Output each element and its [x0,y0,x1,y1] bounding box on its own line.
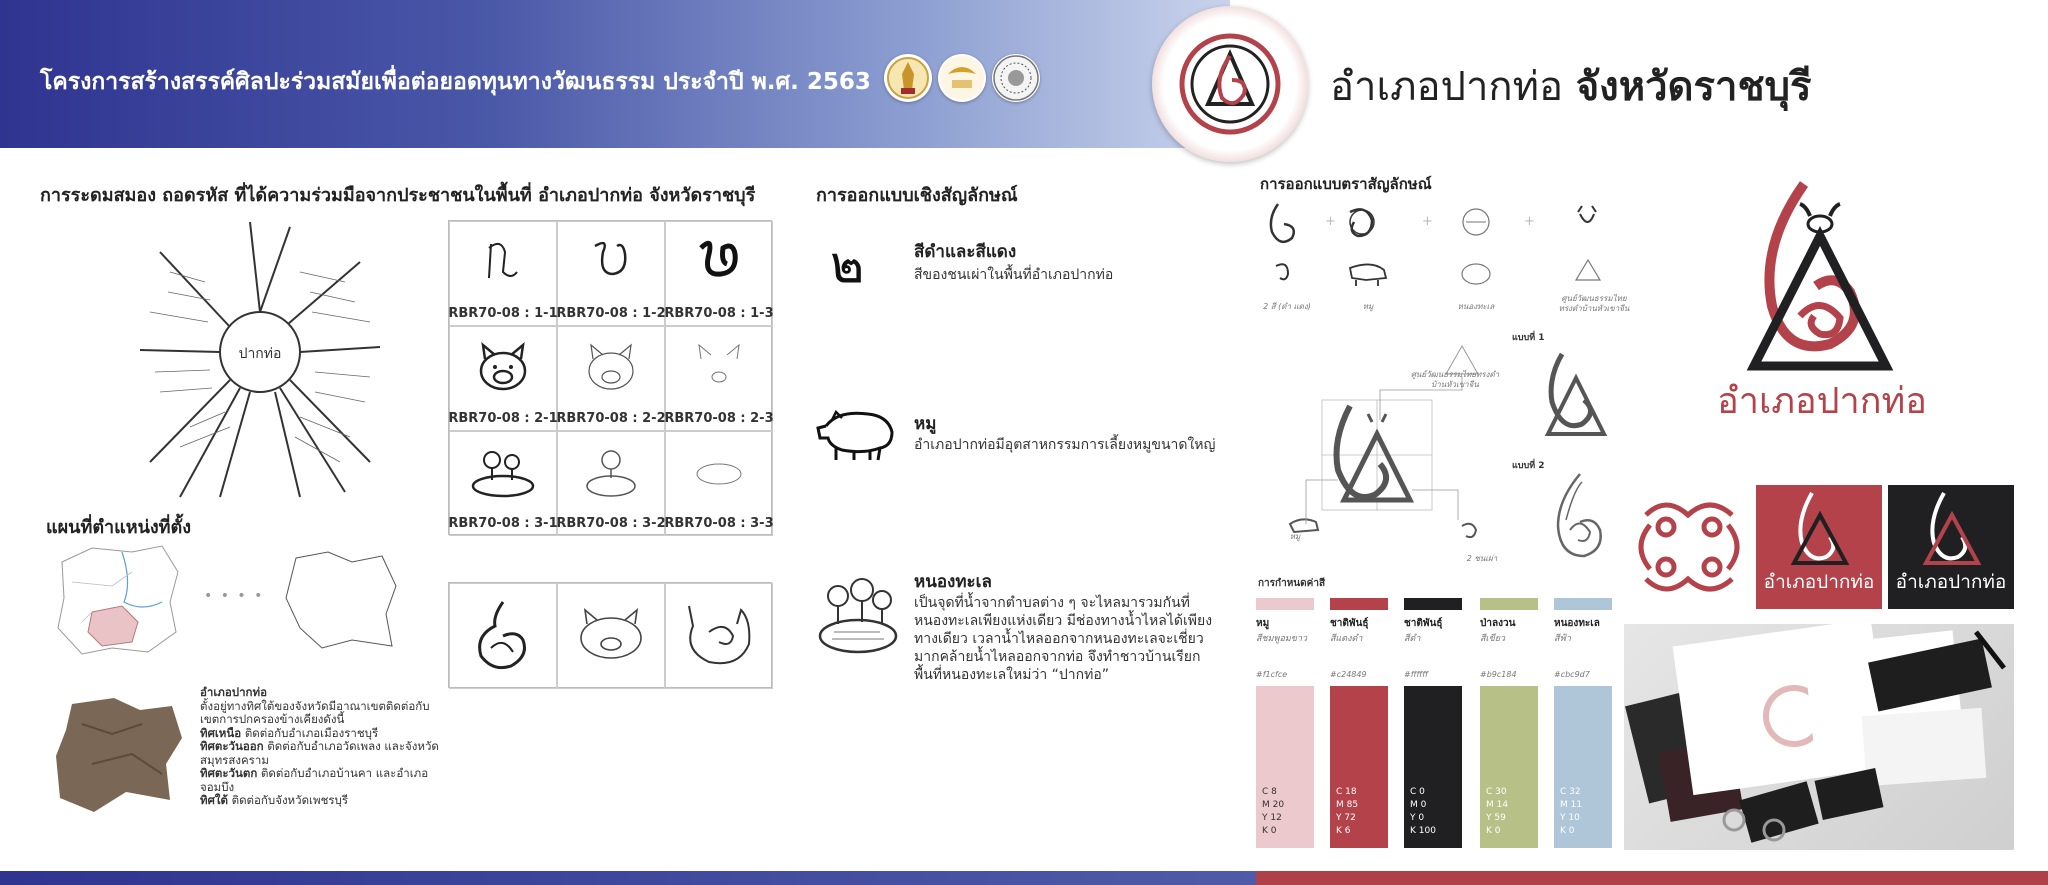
mind-map-sketch [130,212,390,502]
sketch-grid [448,220,772,535]
sketch-cell: RBR70-08 : 3-2 [557,431,665,536]
colors-heading: การกำหนดค่าสี [1258,578,1326,589]
map-heading: แผนที่ตำแหน่งที่ตั้ง [46,517,192,538]
royal-emblem-icon [884,54,932,102]
logo-panel-red: อำเภอปากท่อ [1756,485,1882,609]
final-logo [1700,176,1940,376]
concept-desc-colors: สีของชนเผ่าในพื้นที่อำเภอปากท่อ [914,267,1114,283]
pattern-panel [1626,485,1752,609]
logo-construction-diagram [1262,330,1532,570]
element-caption: หมู [1362,302,1374,311]
plus-icon: + [1524,214,1535,229]
construction-caption-num: 2 ชนเผ่า [1466,554,1498,563]
concept-title-pig: หมู [914,414,937,434]
sketch-cell [557,583,665,689]
logo-panel-black: อำเภอปากท่อ [1888,485,2014,609]
color-swatch-pink: หมู สีชมพูอมขาว #f1cfce C 8 M 20 Y 12 K 0 [1256,598,1316,645]
logo-design-heading: การออกแบบตราสัญลักษณ์ [1260,175,1432,193]
construction-caption-top: ศูนย์วัฒนธรรมไทยทรงดำบ้านหัวเขาจีน [1410,370,1500,389]
logo-version-1 [1534,348,1614,444]
sketch-cell: RBR70-08 : 1-1 [449,221,557,326]
culture-logo-icon [938,54,986,102]
sketch-cell [449,583,557,689]
concept-title-colors: สีดำและสีแดง [914,242,1017,262]
plus-icon: + [1422,214,1433,229]
district-outline-map [282,548,400,654]
color-swatch-red: ชาติพันธุ์ สีแดงดำ #c24849 C 18 M 85 Y 72 K 6 [1330,598,1390,645]
location-description: อำเภอปากท่อ ตั้งอยู่ทางทิศใต้ของจังหวัดมีอาณาเขตติดต่อกับเขตการปกครองข้างเคียงดังนี้ ทิศเหนือ ติดต่อกับอำเภอเมืองราชบุรี ทิศตะวันออก ติดต่อกับอำเภอวัดเพลง และจังหวัดสมุทรสงคราม ทิศตะวันตก ติดต่อกับอำเภอบ้านคา และอำเภอจอมบึง ทิศใต้ ติดต่อกับจังหวัดเพชรบุรี [200,685,439,807]
element-caption: ศูนย์วัฒนธรรมไทยทรงดำบ้านหัวเขาจีน [1558,294,1630,313]
final-logo-text: อำเภอปากท่อ [1717,381,1927,422]
sketch-cell: RBR70-08 : 2-2 [557,326,665,431]
sketch-cell: RBR70-08 : 1-2 [557,221,665,326]
ministry-seal-icon [992,54,1040,102]
bottom-bar-navy [0,871,1256,885]
concept-heading: การออกแบบเชิงสัญลักษณ์ [816,185,1018,206]
thai-numeral-two-icon: ๒ [830,235,865,295]
bottom-bar-red [1256,871,2048,885]
version-1-label: แบบที่ 1 [1512,333,1545,343]
stationery-mockup-image [1624,624,2014,850]
sketch-cell: RBR70-08 : 3-3 [665,431,773,536]
logo-sketch-row [448,582,772,688]
sketch-cell: RBR70-08 : 2-1 [449,326,557,431]
swamp-icon [814,576,904,656]
concept-title-swamp: หนองทะเล [914,572,992,592]
district-logo-badge [1152,6,1308,162]
project-title: โครงการสร้างสรรค์ศิลปะร่วมสมัยเพื่อต่อยอดทุนทางวัฒนธรรม ประจำปี พ.ศ. 2563 [40,69,871,95]
element-caption: 2 สี (ดำ แดง) [1263,302,1311,311]
sketch-cell [665,583,773,689]
brainstorm-heading: การระดมสมอง ถอดรหัส ที่ได้ความร่วมมือจากประชาชนในพื้นที่ อำเภอปากท่อ จังหวัดราชบุรี [40,185,756,206]
mind-map-center-word: ปากท่อ [238,346,282,362]
version-2-label: แบบที่ 2 [1512,461,1545,471]
element-caption: หนองทะเล [1457,302,1495,311]
concept-desc-pig: อำเภอปากท่อมีอุตสาหกรรมการเลี้ยงหมูขนาดใหญ่ [914,437,1216,453]
sketch-cell: RBR70-08 : 1-3 [665,221,773,326]
district-terrain-map [52,694,186,816]
logo-version-2 [1544,470,1614,566]
color-swatch-black: ชาติพันธุ์ สีดำ #ffffff C 0 M 0 Y 0 K 100 [1404,598,1464,645]
map-dots: • • • • [204,588,265,604]
province-map [52,542,182,657]
concept-desc-swamp: เป็นจุดที่น้ำจากตำบลต่าง ๆ จะไหลมารวมกันที่หนองทะเลเพียงแห่งเดียว มีช่องทางน้ำไหลได้เพียงทางเดียว เวลาน้ำไหลออกจากหนองทะเลจะเชี่ยวมากคล้ายน้ำไหลออกจากท่อ จึงทำชาวบ้านเรียกพื้นที่หนองทะเลใหม่ว่า “ปากท่อ” [914,595,1213,683]
sketch-cell: RBR70-08 : 3-1 [449,431,557,536]
sketch-cell: RBR70-08 : 2-3 [665,326,773,431]
construction-caption-pig: หมู [1289,532,1301,541]
pig-icon [814,404,898,464]
plus-icon: + [1325,214,1336,229]
color-swatch-green: ป่าลงวน สีเขียว #b9c184 C 30 M 14 Y 59 K 0 [1480,598,1540,645]
logo-elements-row [1262,198,1630,318]
color-swatch-blue: หนองทะเล สีฟ้า #cbc9d7 C 32 M 11 Y 10 K 0 [1554,598,1614,645]
district-title: อำเภอปากท่อ จังหวัดราชบุรี [1330,64,1812,110]
